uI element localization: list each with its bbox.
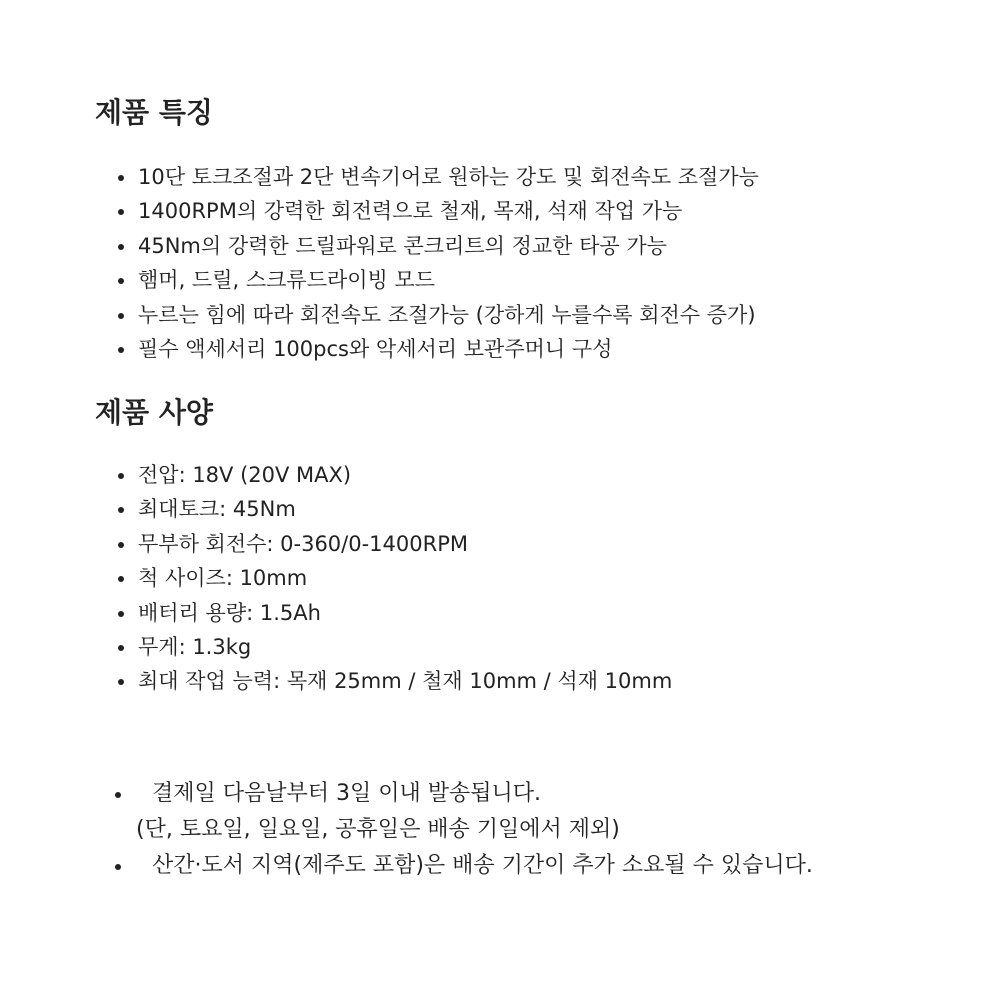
specs-list xyxy=(112,458,672,699)
shipping-notice-item xyxy=(112,776,813,848)
features-heading: 제품 특징 xyxy=(95,96,213,129)
list-item: 햄머, 드릴, 스크류드라이빙 모드 xyxy=(112,263,759,297)
list-item: 최대 작업 능력: 목재 25mm / 철재 10mm / 석재 10mm xyxy=(112,664,672,698)
list-item: 배터리 용량: 1.5Ah xyxy=(112,596,672,630)
list-item: 필수 액세서리 100pcs와 악세서리 보관주머니 구성 xyxy=(112,332,759,366)
features-list xyxy=(112,160,759,366)
list-item: 무게: 1.3kg xyxy=(112,630,672,664)
list-item: 척 사이즈: 10mm xyxy=(112,561,672,595)
remote-area-notice-item: 산간·도서 지역(제주도 포함)은 배송 기간이 추가 소요될 수 있습니다. xyxy=(112,848,813,884)
specs-heading: 제품 사양 xyxy=(95,396,213,429)
list-item: 무부하 회전수: 0-360/0-1400RPM xyxy=(112,527,672,561)
list-item: 1400RPM의 강력한 회전력으로 철재, 목재, 석재 작업 가능 xyxy=(112,194,759,228)
list-item: 누르는 힘에 따라 회전속도 조절가능 (강하게 누를수록 회전수 증가) xyxy=(112,298,759,332)
list-item: 전압: 18V (20V MAX) xyxy=(112,458,672,492)
shipping-notice-list xyxy=(112,776,813,884)
shipping-notice-line1: 결제일 다음날부터 3일 이내 발송됩니다. xyxy=(152,781,541,806)
list-item: 45Nm의 강력한 드릴파워로 콘크리트의 정교한 타공 가능 xyxy=(112,229,759,263)
list-item: 최대토크: 45Nm xyxy=(112,492,672,526)
list-item: 10단 토크조절과 2단 변속기어로 원하는 강도 및 회전속도 조절가능 xyxy=(112,160,759,194)
shipping-notice-line2: (단, 토요일, 일요일, 공휴일은 배송 기일에서 제외) xyxy=(136,817,620,842)
